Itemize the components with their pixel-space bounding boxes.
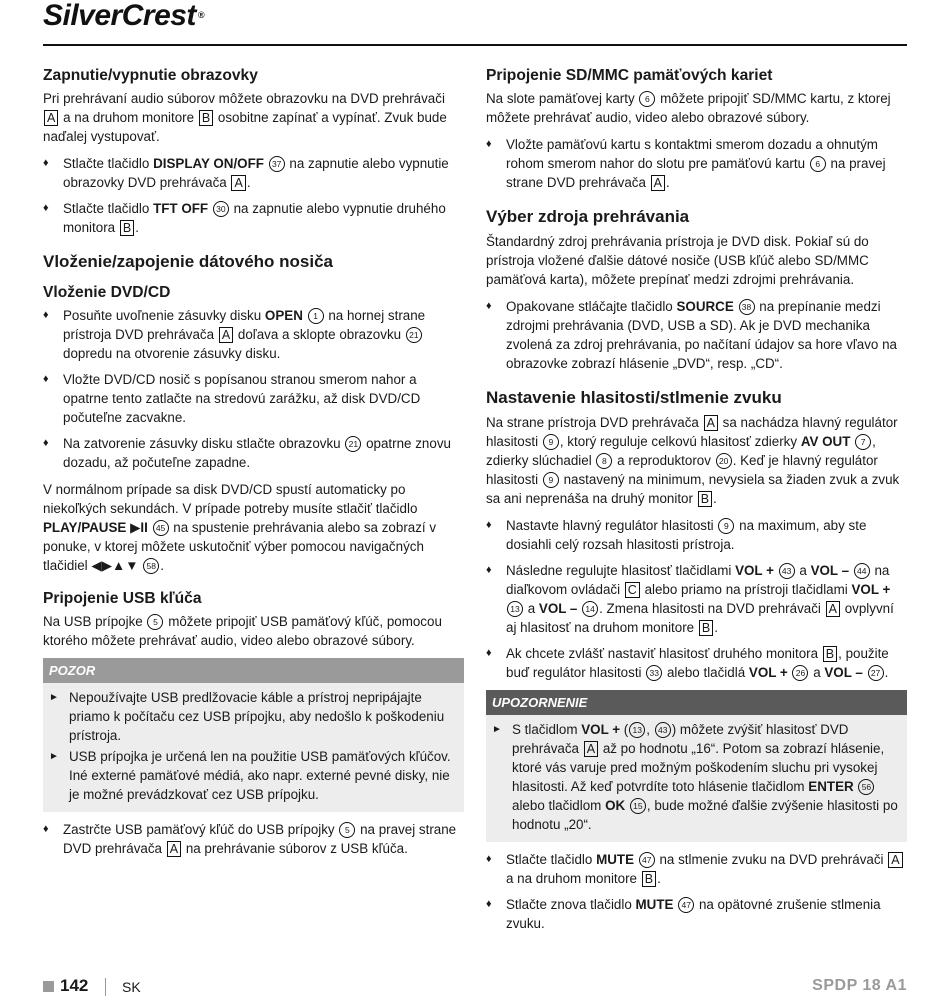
letter-badge: B xyxy=(699,620,713,636)
letter-badge: A xyxy=(888,852,902,868)
letter-badge: A xyxy=(704,415,718,431)
letter-badge: A xyxy=(584,741,598,757)
list-item: ♦ Stlačte tlačidlo MUTE 47 na stlmenie zvuku na DVD prehrávači A a na druhom monitore B . xyxy=(486,850,907,888)
callout-number: 44 xyxy=(854,563,870,579)
paragraph: Na strane prístroja DVD prehrávača A sa nachádza hlavný regulátor hlasitosti 9 , ktorý reguluje celkovú hlasitosť zdierky AV OUT 7 , zdierky slúchadiel 8 a reproduktorov 20 . Keď je hlavný regulátor hlasitosti 9 nastavený na minimum, nevysiela sa žiaden zvuk a zvuk sa ani neprenáša na druhý monitor B . xyxy=(486,415,900,506)
language-code: SK xyxy=(122,979,141,995)
paragraph: Na USB prípojke 5 môžete pripojiť USB pamäťový kľúč, pomocou ktorého môžete prehrávať audio, video alebo obrazové súbory. xyxy=(43,614,442,648)
callout-number: 43 xyxy=(779,563,795,579)
bullet-list xyxy=(43,306,464,472)
callout-number: 13 xyxy=(629,722,645,738)
letter-badge: B xyxy=(642,871,656,887)
list-item: ♦ Ak chcete zvlášť nastaviť hlasitosť druhého monitora B , použite buď regulátor hlasitosti 33 alebo tlačidlá VOL + 26 a VOL – 27 . xyxy=(486,646,889,680)
diamond-bullet-icon: ♦ xyxy=(486,138,492,150)
callout-number: 14 xyxy=(582,601,598,617)
note-title: UPOZORNENIE xyxy=(486,690,907,715)
letter-badge: B xyxy=(120,220,134,236)
callout-number: 58 xyxy=(143,558,159,574)
callout-number: 38 xyxy=(739,299,755,315)
section-heading: Vloženie/zapojenie dátového nosiča xyxy=(43,252,334,271)
callout-number: 6 xyxy=(639,91,655,107)
list-item: ♦ Následne regulujte hlasitosť tlačidlami VOL + 43 a VOL – 44 na diaľkovom ovládači C alebo priamo na prístroji tlačidlami VOL + 13 a VOL – 14 . Zmena hlasitosti na DVD prehrávači A ovplyvní aj hlasitosť na druhom monitore B . xyxy=(486,563,894,635)
section-title: Pripojenie SD/MMC pamäťových kariet xyxy=(486,67,773,84)
letter-badge: A xyxy=(651,175,665,191)
diamond-bullet-icon: ♦ xyxy=(43,309,49,321)
section-volume xyxy=(486,387,907,933)
diamond-bullet-icon: ♦ xyxy=(43,437,49,449)
paragraph: Štandardný zdroj prehrávania prístroja je DVD disk. Pokiaľ sú do prístroja vložené ďalšie dátové nosiče (USB kľúč alebo SD/MMC pamäťová karta), môžete prepínať medzi zdrojmi prehrávania. xyxy=(486,234,869,287)
bullet-list xyxy=(486,850,907,933)
section-title: Zapnutie/vypnutie obrazovky xyxy=(43,67,258,84)
warning-title: POZOR xyxy=(43,658,464,683)
arrow-bullet-icon: ► xyxy=(49,692,59,703)
callout-number: 47 xyxy=(678,897,694,913)
callout-number: 5 xyxy=(339,822,355,838)
diamond-bullet-icon: ♦ xyxy=(486,519,492,531)
section-title: Pripojenie USB kľúča xyxy=(43,590,202,607)
section-heading: Nastavenie hlasitosti/stlmenie zvuku xyxy=(486,388,782,407)
callout-number: 45 xyxy=(153,520,169,536)
diamond-bullet-icon: ♦ xyxy=(43,202,49,214)
subsection-title: Vloženie DVD/CD xyxy=(43,284,171,301)
list-item: ♦ Posuňte uvoľnenie zásuvky disku OPEN 1 na hornej strane prístroja DVD prehrávača A doľava a sklopte obrazovku 21 dopredu na otvorenie zásuvky disku. xyxy=(43,308,426,361)
callout-number: 47 xyxy=(639,852,655,868)
callout-number: 37 xyxy=(269,156,285,172)
header-rule xyxy=(43,44,907,46)
list-item: ♦ Vložte pamäťovú kartu s kontaktmi smerom dozadu a ohnutým rohom smerom nahor do slotu pre pamäťovú kartu 6 na pravej strane DVD prehrávača A . xyxy=(486,137,886,190)
bullet-list xyxy=(486,135,907,192)
left-column xyxy=(43,66,464,872)
diamond-bullet-icon: ♦ xyxy=(43,157,49,169)
letter-badge: B xyxy=(698,491,712,507)
list-item: ♦ Na zatvorenie zásuvky disku stlačte obrazovku 21 opatrne znovu dozadu, až počuteľne zapadne. xyxy=(43,436,451,470)
warning-item: ► USB prípojka je určená len na použitie USB pamäťových kľúčov. Iné externé pamäťové médiá, ako napr. externé pevné disky, nie je možné prevádzkovať cez USB prípojku. xyxy=(49,749,451,802)
callout-number: 27 xyxy=(868,665,884,681)
list-item: ♦ Stlačte tlačidlo TFT OFF 30 na zapnutie alebo vypnutie druhého monitora B . xyxy=(43,201,446,235)
callout-number: 9 xyxy=(718,518,734,534)
section-usb xyxy=(43,589,464,858)
section-screen-toggle xyxy=(43,66,464,237)
callout-number: 26 xyxy=(792,665,808,681)
callout-number: 9 xyxy=(543,434,559,450)
letter-badge: A xyxy=(44,110,58,126)
letter-badge: A xyxy=(231,175,245,191)
diamond-bullet-icon: ♦ xyxy=(486,853,492,865)
bullet-list xyxy=(43,154,464,237)
warning-item: ► Nepoužívajte USB predlžovacie káble a prístroj nepripájajte priamo k počítaču cez USB prípojku, aby nedošlo k poškodeniu prístroja. xyxy=(49,690,445,743)
nav-arrows-icon: ◀▶▲▼ xyxy=(91,558,139,573)
callout-number: 13 xyxy=(507,601,523,617)
bullet-list xyxy=(486,297,907,373)
diamond-bullet-icon: ♦ xyxy=(43,823,49,835)
callout-number: 33 xyxy=(646,665,662,681)
letter-badge: C xyxy=(625,582,640,598)
page-number: 142 xyxy=(60,976,89,995)
callout-number: 20 xyxy=(716,453,732,469)
callout-number: 43 xyxy=(655,722,671,738)
callout-number: 8 xyxy=(596,453,612,469)
diamond-bullet-icon: ♦ xyxy=(486,647,492,659)
callout-number: 30 xyxy=(213,201,229,217)
callout-number: 21 xyxy=(406,327,422,343)
model-number: SPDP 18 A1 xyxy=(812,977,907,994)
callout-number: 1 xyxy=(308,308,324,324)
list-item: ♦ Zastrčte USB pamäťový kľúč do USB prípojky 5 na pravej strane DVD prehrávača A na prehrávanie súborov z USB kľúča. xyxy=(43,822,457,856)
list-item: ♦ Stlačte tlačidlo DISPLAY ON/OFF 37 na zapnutie alebo vypnutie obrazovky DVD prehrávača A . xyxy=(43,156,449,190)
paragraph: Pri prehrávaní audio súborov môžete obrazovku na DVD prehrávači A a na druhom monitore B osobitne zapínať a vypínať. Zvuk bude naďalej vystupovať. xyxy=(43,91,447,144)
arrow-bullet-icon: ► xyxy=(492,724,502,735)
section-sd-card xyxy=(486,66,907,192)
list-item: ♦ Stlačte znova tlačidlo MUTE 47 na opätovné zrušenie stlmenia zvuku. xyxy=(486,897,881,931)
footer-square-icon xyxy=(43,981,54,992)
list-item: ♦ Nastavte hlavný regulátor hlasitosti 9 na maximum, aby ste dosiahli celý rozsah hlasitosti prístroja. xyxy=(486,518,867,552)
section-heading: Výber zdroja prehrávania xyxy=(486,207,690,226)
note-box xyxy=(486,690,907,842)
letter-badge: A xyxy=(167,841,181,857)
diamond-bullet-icon: ♦ xyxy=(43,373,49,385)
letter-badge: A xyxy=(826,601,840,617)
list-item: ♦ Vložte DVD/CD nosič s popísanou stranou smerom nahor a opatrne tento zatlačte na stredovú zarážku, až disk DVD/CD počuteľne zacvakne. xyxy=(43,372,421,425)
letter-badge: B xyxy=(199,110,213,126)
arrow-bullet-icon: ► xyxy=(49,751,59,762)
callout-number: 9 xyxy=(543,472,559,488)
section-source xyxy=(486,206,907,373)
diamond-bullet-icon: ♦ xyxy=(486,564,492,576)
section-insert-media xyxy=(43,251,464,575)
diamond-bullet-icon: ♦ xyxy=(486,300,492,312)
note-item: ► S tlačidlom VOL + ( 13 , 43 ) môžete zvýšiť hlasitosť DVD prehrávača A až po hodnotu „16“. Potom sa zobrazí hlásenie, ktoré vás varuje pred možným poškodením sluchu pri vysokej hlasitosti. Až keď potvrdíte toto hlásenie tlačidlom ENTER 56 alebo tlačidlom OK 15 , bude možné ďalšie zvýšenie hlasitosti po hodnotu „20“. xyxy=(492,722,898,832)
callout-number: 6 xyxy=(810,156,826,172)
brand-logo: SilverCrest ® xyxy=(43,0,205,32)
footer-divider xyxy=(105,978,106,996)
diamond-bullet-icon: ♦ xyxy=(486,898,492,910)
paragraph: V normálnom prípade sa disk DVD/CD spustí automaticky po niekoľkých sekundách. V prípade potreby musíte stlačiť tlačidlo PLAY/PAUSE ▶II 45 na spustenie prehrávania alebo sa zobrazí v ponuke, v ktorej môžete uskutočniť výber pomocou navigačných tlačidiel ◀▶▲▼ 58 . xyxy=(43,482,437,573)
callout-number: 5 xyxy=(147,614,163,630)
callout-number: 15 xyxy=(630,798,646,814)
callout-number: 56 xyxy=(858,779,874,795)
right-column xyxy=(486,66,907,947)
bullet-list xyxy=(43,820,464,858)
letter-badge: B xyxy=(823,646,837,662)
warning-box xyxy=(43,658,464,812)
bullet-list xyxy=(486,516,907,682)
callout-number: 7 xyxy=(855,434,871,450)
callout-number: 21 xyxy=(345,436,361,452)
list-item: ♦ Opakovane stláčajte tlačidlo SOURCE 38 na prepínanie medzi zdrojmi prehrávania (DVD, USB a SD). Ak je DVD mechanika zvolená za zdroj prehrávania, po načítaní údajov sa hore vľavo na obrazovke zobrazí hlásenie „DVD“, resp. „CD“. xyxy=(486,299,897,371)
letter-badge: A xyxy=(219,327,233,343)
paragraph: Na slote pamäťovej karty 6 môžete pripojiť SD/MMC kartu, z ktorej môžete prehrávať audio, video alebo obrazové súbory. xyxy=(486,91,891,125)
